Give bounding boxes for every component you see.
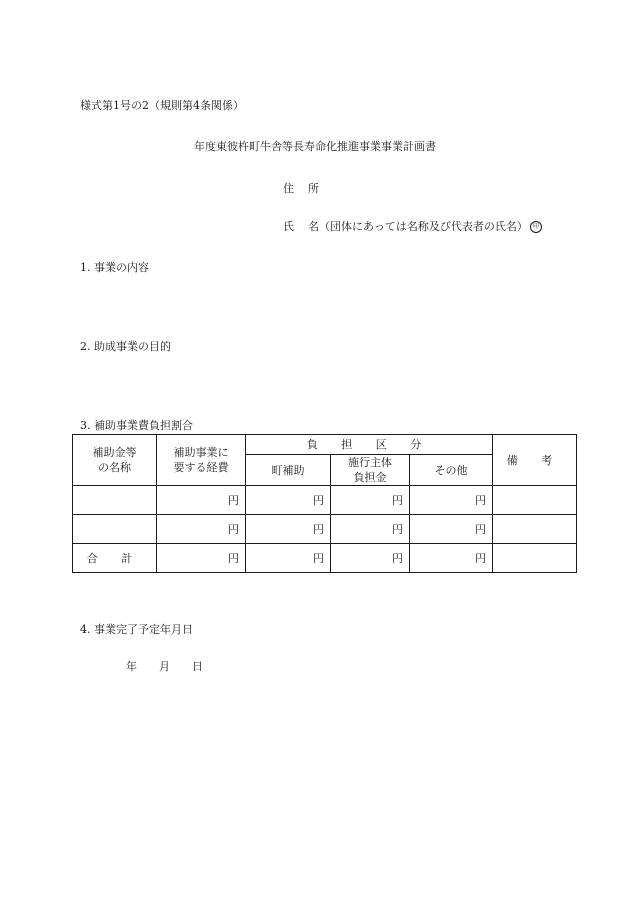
table-total-row — [73, 544, 577, 573]
cell-subsidy-name[interactable] — [73, 515, 157, 544]
seal-mark: 印 — [530, 221, 542, 233]
header-other: その他 — [410, 455, 493, 486]
table-header-row-1 — [73, 435, 577, 455]
cell-remarks[interactable] — [493, 486, 577, 515]
date-day: 日 — [192, 660, 203, 673]
header-remarks: 備 考 — [493, 435, 577, 486]
cell-total-remarks[interactable] — [493, 544, 577, 573]
name-label — [283, 218, 542, 234]
table-row — [73, 515, 577, 544]
header-required-cost: 補助事業に 要する経費 — [157, 435, 246, 486]
address-char-2: 所 — [308, 182, 319, 195]
cell-main-body[interactable]: 円 — [331, 486, 410, 515]
cell-cost[interactable]: 円 — [157, 486, 246, 515]
cell-town[interactable]: 円 — [246, 486, 331, 515]
address-char-1: 住 — [283, 182, 294, 195]
cell-main-body[interactable]: 円 — [331, 515, 410, 544]
cell-town[interactable]: 円 — [246, 515, 331, 544]
date-month: 月 — [159, 660, 170, 673]
address-label — [283, 180, 319, 196]
cell-subsidy-name[interactable] — [73, 486, 157, 515]
section-4-heading: 4. 事業完了予定年月日 — [80, 623, 193, 636]
cell-cost[interactable]: 円 — [157, 515, 246, 544]
cell-remarks[interactable] — [493, 515, 577, 544]
cell-total-label: 合 計 — [73, 544, 157, 573]
section-1-heading: 1. 事業の内容 — [80, 261, 149, 274]
date-year: 年 — [126, 660, 137, 673]
section-2-heading: 2. 助成事業の目的 — [80, 340, 171, 353]
cell-total-main-body[interactable]: 円 — [331, 544, 410, 573]
name-char-1: 氏 — [283, 220, 294, 233]
header-main-body-share: 施行主体 負担金 — [331, 455, 410, 486]
name-char-2: 名 — [308, 220, 319, 233]
table-row — [73, 486, 577, 515]
header-town-subsidy: 町補助 — [246, 455, 331, 486]
header-subsidy-name: 補助金等 の名称 — [73, 435, 157, 486]
cell-total-town[interactable]: 円 — [246, 544, 331, 573]
document-title: 年度東彼杵町牛舎等長寿命化推進事業事業計画書 — [194, 140, 436, 153]
header-burden-group: 負 担 区 分 — [246, 435, 493, 455]
name-note: （団体にあっては名称及び代表者の氏名） — [319, 220, 528, 233]
form-number: 様式第1号の2（規則第4条関係） — [80, 99, 244, 112]
section-3-heading: 3. 補助事業費負担割合 — [80, 419, 193, 432]
cell-other[interactable]: 円 — [410, 486, 493, 515]
burden-ratio-table — [72, 434, 577, 573]
cell-other[interactable]: 円 — [410, 515, 493, 544]
cell-total-cost[interactable]: 円 — [157, 544, 246, 573]
completion-date-line — [126, 658, 203, 674]
cell-total-other[interactable]: 円 — [410, 544, 493, 573]
